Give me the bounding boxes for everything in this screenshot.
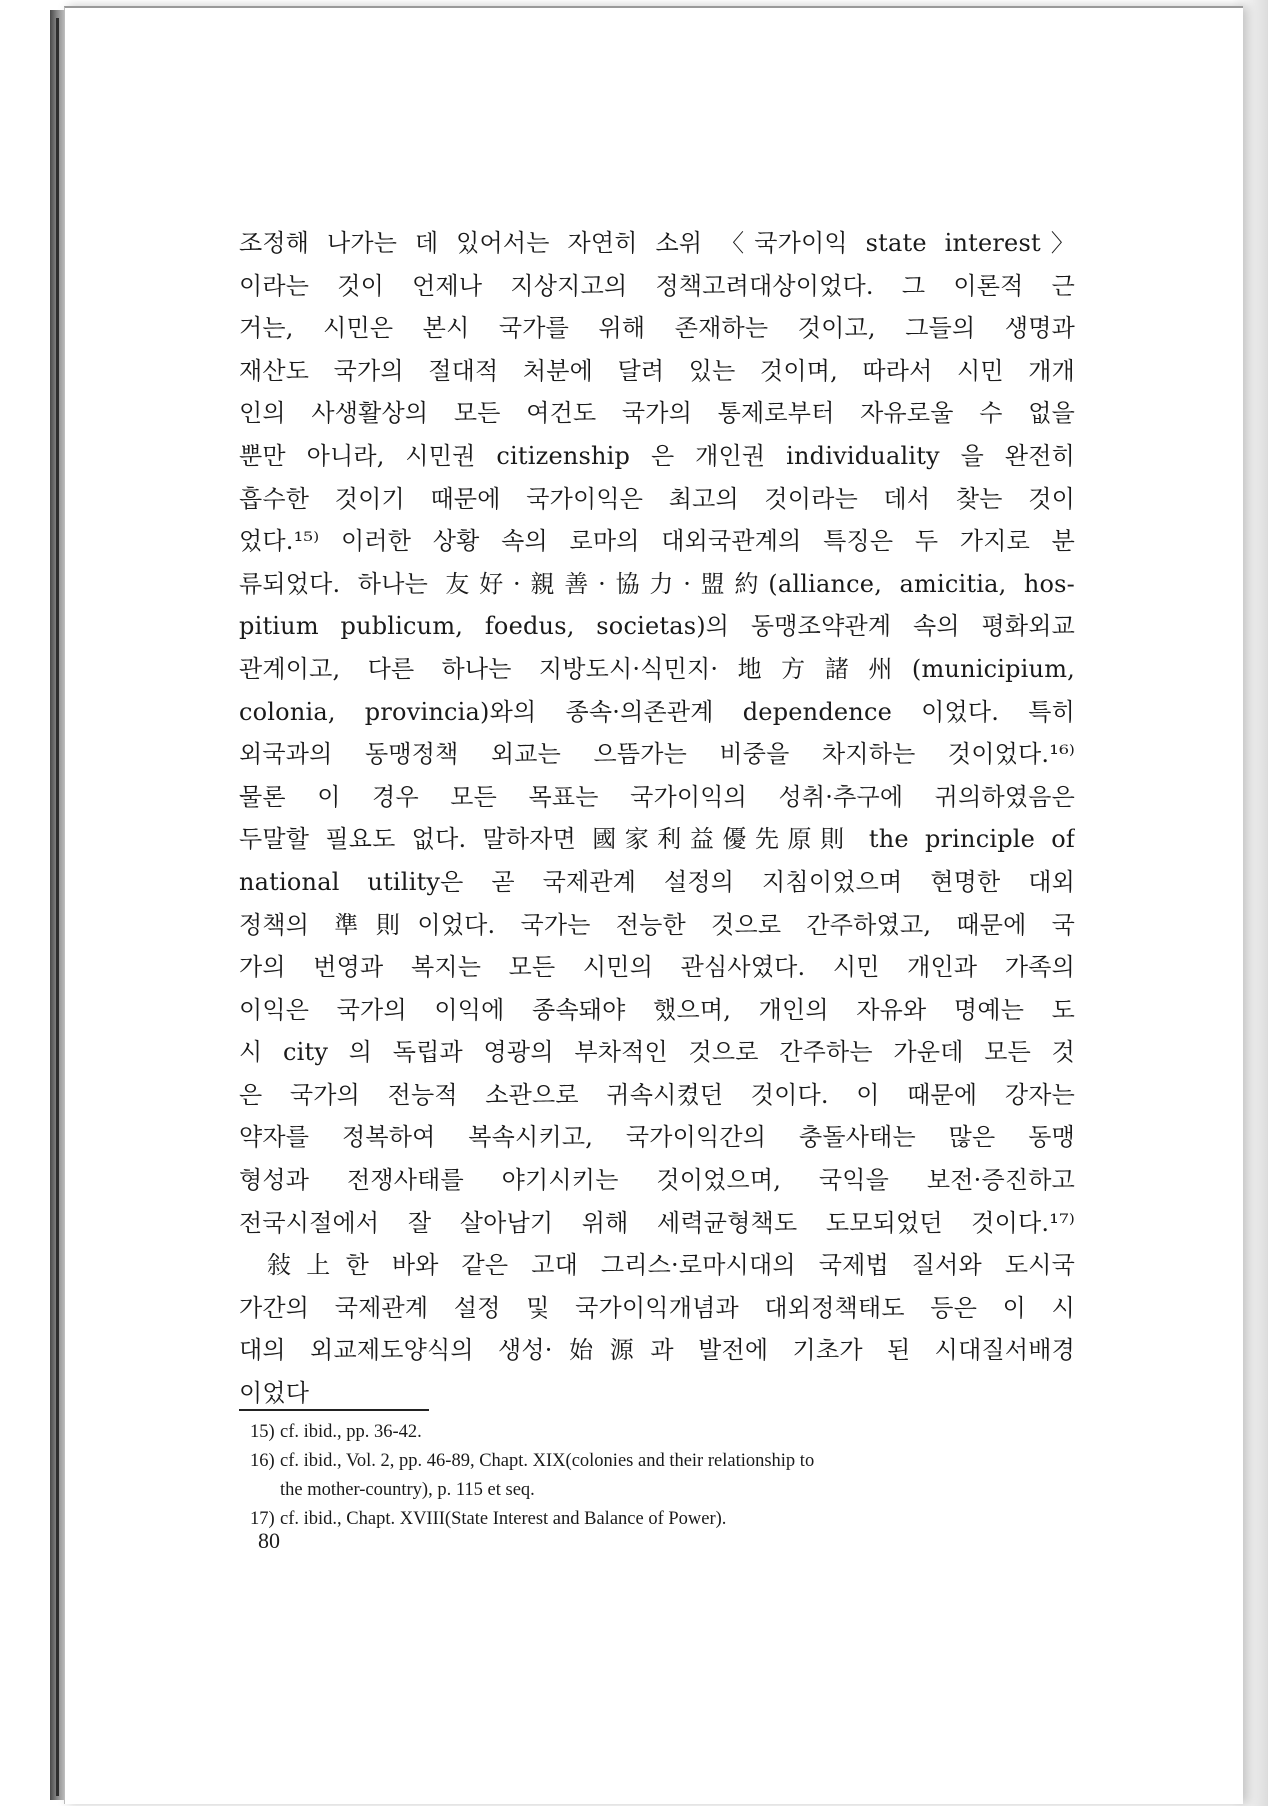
footnote-text: cf. ibid., pp. 36-42.	[280, 1422, 422, 1442]
body-line: 인의 사생활상의 모든 여건도 국가의 통제로부터 자유로울 수 없을	[239, 399, 1075, 428]
footnote-text: cf. ibid., Chapt. XVIII(State Interest and Balance of Power).	[280, 1509, 727, 1529]
body-line: 외국과의 동맹정책 외교는 으뜸가는 비중을 차지하는 것이었다.¹⁶⁾	[239, 740, 1075, 769]
body-line: 었다.¹⁵⁾ 이러한 상황 속의 로마의 대외국관계의 특징은 두 가지로 분	[239, 527, 1075, 556]
body-line: 두말할 필요도 없다. 말하자면 國家利益優先原則 the principle of	[239, 825, 1075, 854]
footnote-text: cf. ibid., Vol. 2, pp. 46-89, Chapt. XIX(colonies and their relationship to	[280, 1451, 815, 1471]
footnote-17	[250, 1505, 1080, 1534]
body-line: 형성과 전쟁사태를 야기시키는 것이었으며, 국익을 보전·증진하고	[239, 1166, 1075, 1195]
body-line: colonia, provincia)와의 종속·의존관계 dependence 이었다. 특히	[239, 697, 1075, 726]
body-line: 이라는 것이 언제나 지상지고의 정책고려대상이었다. 그 이론적 근	[239, 271, 1075, 300]
body-line: 뿐만 아니라, 시민권 citizenship 은 개인권 individuality 을 완전히	[239, 441, 1075, 470]
body-line: 시 city 의 독립과 영광의 부차적인 것으로 간주하는 가운데 모든 것	[239, 1038, 1075, 1067]
footnote-separator	[239, 1409, 429, 1411]
footnote-number: 17)	[250, 1509, 275, 1529]
body-line: pitium publicum, foedus, societas)의 동맹조약관계 속의 평화외교	[239, 612, 1075, 641]
footnotes	[250, 1418, 1080, 1534]
body-line: 조정해 나가는 데 있어서는 자연히 소위 〈국가이익 state interest〉	[239, 229, 1075, 257]
body-line: 가의 번영과 복지는 모든 시민의 관심사였다. 시민 개인과 가족의	[239, 953, 1075, 982]
footnote-15	[250, 1418, 1080, 1447]
body-line: 거는, 시민은 본시 국가를 위해 존재하는 것이고, 그들의 생명과	[239, 314, 1075, 343]
body-line: 재산도 국가의 절대적 처분에 달려 있는 것이며, 따라서 시민 개개	[239, 356, 1075, 385]
body-line: 敍上한 바와 같은 고대 그리스·로마시대의 국제법 질서와 도시국	[267, 1251, 1075, 1280]
body-line: 은 국가의 전능적 소관으로 귀속시켰던 것이다. 이 때문에 강자는	[239, 1080, 1075, 1109]
footnote-continuation: the mother-country), p. 115 et seq.	[280, 1480, 535, 1500]
body-line: 전국시절에서 잘 살아남기 위해 세력균형책도 도모되었던 것이다.¹⁷⁾	[239, 1208, 1075, 1237]
page-left-border	[56, 18, 59, 1796]
body-line: national utility은 곧 국제관계 설정의 지침이었으며 현명한 대외	[239, 867, 1075, 896]
body-line: 약자를 정복하여 복속시키고, 국가이익간의 충돌사태는 많은 동맹	[239, 1123, 1075, 1152]
body-line: 가간의 국제관계 설정 및 국가이익개념과 대외정책태도 등은 이 시	[239, 1293, 1075, 1322]
body-line: 이익은 국가의 이익에 종속돼야 했으며, 개인의 자유와 명예는 도	[239, 995, 1075, 1024]
body-line: 물론 이 경우 모든 목표는 국가이익의 성취·추구에 귀의하였음은	[239, 782, 1075, 811]
footnote-number: 15)	[250, 1422, 275, 1442]
body-text	[239, 222, 1075, 1415]
footnote-16	[250, 1447, 1080, 1476]
body-line: 관계이고, 다른 하나는 지방도시·식민지·地方諸州(municipium,	[239, 654, 1075, 683]
body-line: 류되었다. 하나는 友好·親善·協力·盟約(alliance, amicitia, hos-	[239, 569, 1075, 598]
body-line: 흡수한 것이기 때문에 국가이익은 최고의 것이라는 데서 찾는 것이	[239, 484, 1075, 513]
footnote-number: 16)	[250, 1451, 275, 1471]
body-line: 이었다	[239, 1379, 310, 1408]
page-number: 80	[258, 1528, 280, 1553]
body-line: 정책의 準則이었다. 국가는 전능한 것으로 간주하였고, 때문에 국	[239, 910, 1075, 939]
body-line: 대의 외교제도양식의 생성·始源과 발전에 기초가 된 시대질서배경	[239, 1336, 1075, 1365]
